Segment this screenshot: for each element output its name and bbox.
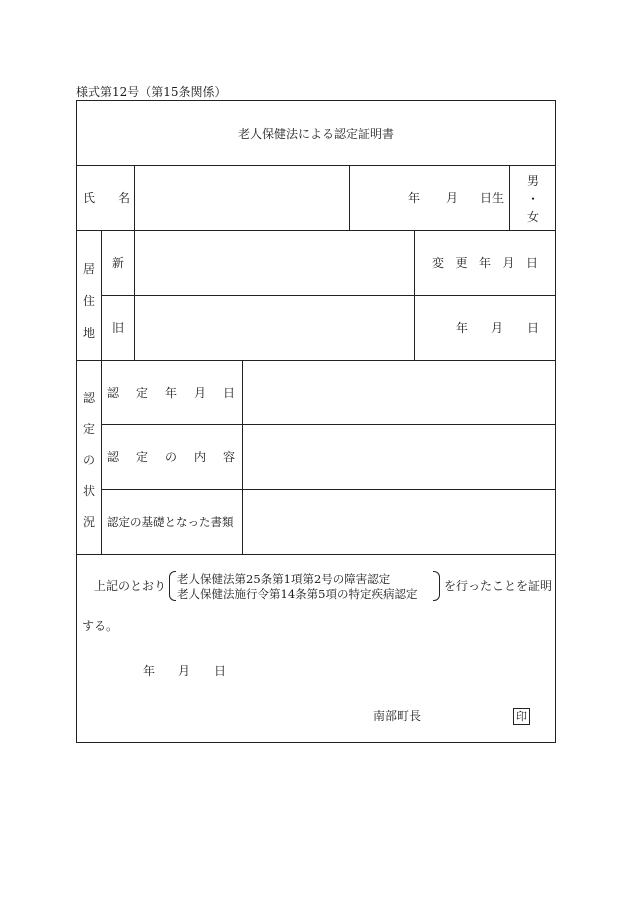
sex-separator: ・ [527,192,540,206]
certificate-title: 老人保健法による認定証明書 [237,127,394,141]
certification-option-1: 老人保健法第25条第1項第2号の障害認定 [177,572,391,586]
issue-day-label: 日 [214,664,227,678]
residence-label: 居 住 地 [82,262,95,340]
name-label-divider [134,165,135,230]
divider-name-row [76,230,556,231]
seal-box: 印 [513,708,530,725]
change-date-label: 変 更 年 月 日 [432,256,538,270]
certification-suffix: を行ったことを証明 [444,579,553,593]
left-brace [169,571,176,601]
divider-status [76,554,556,555]
right-brace [433,571,440,601]
issue-year-label: 年 [143,664,156,678]
residence-sublabel-divider [134,230,135,360]
name-label-2: 名 [118,191,131,205]
status-row-certification-date: 認 定 年 月 日 [107,386,235,400]
residence-new-label: 新 [112,256,125,270]
divider-title [76,165,556,166]
birth-year-label: 年 [408,191,421,205]
status-value-divider [242,360,243,554]
certification-option-2: 老人保健法施行令第14条第5項の特定疾病認定 [177,587,418,601]
status-label-divider [101,360,102,554]
form-number: 様式第12号（第15条関係） [76,85,227,99]
status-label: 認 定 の 状 況 [82,391,95,529]
residence-old-label: 旧 [112,321,125,335]
old-date-month-label: 月 [491,321,504,335]
divider-residence-mid [101,295,556,296]
name-label-1: 氏 [83,191,96,205]
name-date-divider [349,165,350,230]
certification-continuation: する。 [82,619,119,633]
sex-female: 女 [527,210,540,224]
status-row-certification-content: 認 定 の 内 容 [107,450,235,464]
sex-male: 男 [527,174,540,188]
name-sex-divider [509,165,510,230]
old-date-year-label: 年 [456,321,469,335]
divider-status-1 [101,424,556,425]
residence-label-divider [101,230,102,360]
issue-month-label: 月 [178,664,191,678]
certification-prefix: 上記のとおり [94,579,167,593]
issuer-name: 南部町長 [373,709,422,723]
old-date-day-label: 日 [527,321,540,335]
birth-month-label: 月 [446,191,459,205]
divider-residence [76,360,556,361]
status-row-basis-documents: 認定の基礎となった書類 [107,515,234,529]
divider-status-2 [101,489,556,490]
residence-date-divider [414,230,415,360]
birth-day-label: 日生 [480,191,505,205]
